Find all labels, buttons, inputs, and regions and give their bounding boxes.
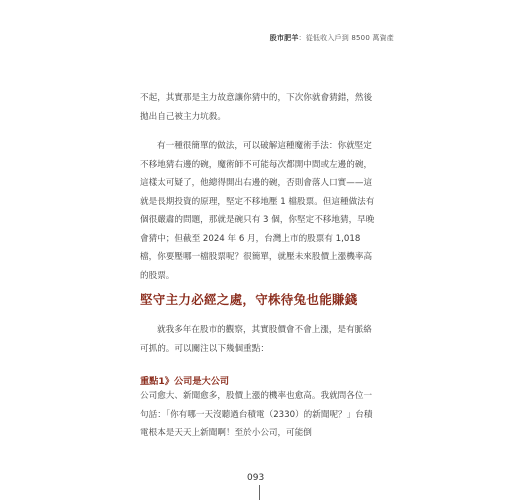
header-separator: ：	[298, 34, 306, 42]
paragraph-big-company: 公司愈大、新聞愈多，股價上漲的機率也愈高。我就問各位一句話：「你有哪一天沒聽過台積電（2330）的新聞呢？」台積電根本是天天上新聞啊！至於小公司，可能倒	[140, 391, 373, 438]
section-heading: 堅守主力必經之處，守株待兔也能賺錢	[140, 292, 358, 307]
running-header	[270, 33, 394, 43]
book-title: 股市肥羊	[269, 34, 299, 42]
book-subtitle: 從低收入戶到 8500 萬資產	[305, 34, 394, 42]
page-number: 093	[247, 473, 265, 483]
page-number-rule	[259, 485, 260, 500]
point-heading: 重點1》公司是大公司	[140, 376, 230, 387]
paragraph-intro: 不起，其實那是主力故意讓你猜中的，下次你就會猜錯，然後拋出自己被主力坑殺。	[140, 93, 373, 122]
paragraph-magic-trick: 有一種很簡單的做法，可以破解這種魔術手法：你就堅定不移地猜右邊的碗，魔術師不可能每次都開中間或左邊的碗，這樣太可疑了，他總得開出右邊的碗，否則會落人口實——這就是長期投資的原理，堅定不移地壓 1 檔股票。但這種做法有個很嚴肅的問題，那就是碗只有 3 個，你堅定不移地猜，早晚會猜中；但截至 2024 年 6 月，台灣上市的股票有 1,018 檔，你要壓哪一檔股票呢？很簡單，就壓未來股價上漲機率高的股票。	[140, 141, 375, 281]
paragraph-observation: 就我多年在股市的觀察，其實股價會不會上漲，是有脈絡可抓的。可以關注以下幾個重點：	[140, 325, 372, 354]
